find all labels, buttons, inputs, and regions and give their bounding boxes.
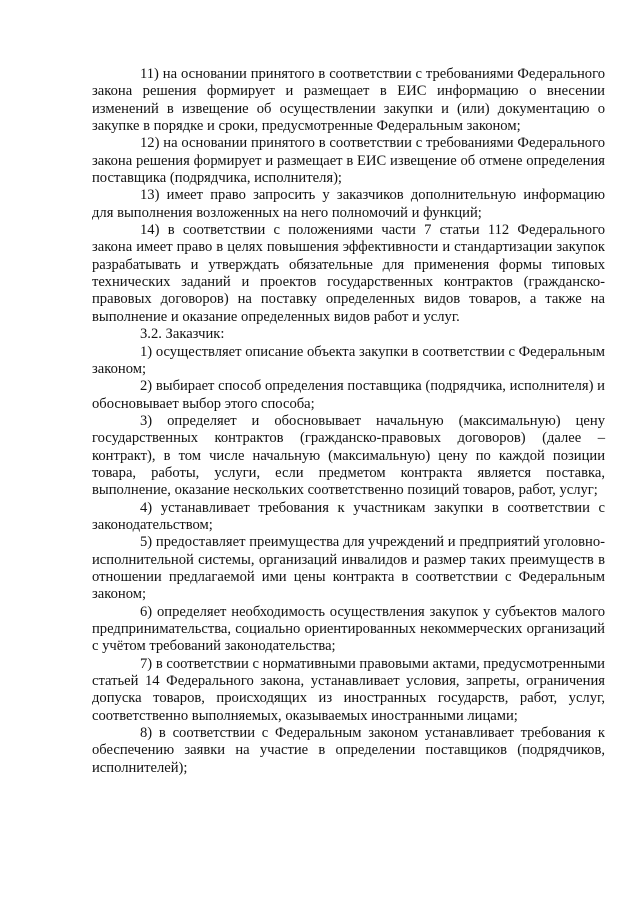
paragraph-customer-item-5: 5) предоставляет преимущества для учреждений и предприятий уголовно-исполнительной системы, организаций инвалидов и размер таких преимуществ в отношении предлагаемой ими цены контракта в соответствии с Федеральным законом;: [92, 534, 605, 603]
paragraph-item-13: 13) имеет право запросить у заказчиков дополнительную информацию для выполнения возложенных на него полномочий и функций;: [92, 187, 605, 221]
paragraph-item-11: 11) на основании принятого в соответствии с требованиями Федерального закона решения формирует и размещает в ЕИС информацию о внесении изменений в извещение об осуществлении закупки и (или) документацию о закупке в порядке и сроки, предусмотренные Федеральным законом;: [92, 66, 605, 135]
paragraph-item-12: 12) на основании принятого в соответствии с требованиями Федерального закона решения формирует и размещает в ЕИС извещение об отмене определения поставщика (подрядчика, исполнителя);: [92, 135, 605, 187]
paragraph-customer-item-6: 6) определяет необходимость осуществления закупок у субъектов малого предпринимательства, социально ориентированных некоммерческих организаций с учётом требований законодательства;: [92, 603, 605, 655]
paragraph-customer-item-4: 4) устанавливает требования к участникам закупки в соответствии с законодательством;: [92, 499, 605, 533]
document-page: [92, 66, 605, 777]
paragraph-customer-item-3: 3) определяет и обосновывает начальную (максимальную) цену государственных контрактов (гражданско-правовых договоров) (далее – контракт), в том числе начальную (максимальную) цену по каждой позиции товара, работы, услуги, если предметом контракта является поставка, выполнение, оказание нескольких соответственно позиций товаров, работ, услуг;: [92, 412, 605, 499]
paragraph-customer-item-8: 8) в соответствии с Федеральным законом устанавливает требования к обеспечению заявки на участие в определении поставщиков (подрядчиков, исполнителей);: [92, 725, 605, 776]
paragraph-customer-item-2: 2) выбирает способ определения поставщика (подрядчика, исполнителя) и обосновывает выбор этого способа;: [92, 378, 605, 412]
paragraph-customer-item-1: 1) осуществляет описание объекта закупки в соответствии с Федеральным законом;: [92, 343, 605, 377]
section-heading-3-2: 3.2. Заказчик:: [140, 326, 225, 343]
paragraph-item-14: 14) в соответствии с положениями части 7 статьи 112 Федерального закона имеет право в целях повышения эффективности и стандартизации закупок разрабатывать и утверждать обязательные для применения формы типовых технических заданий и проектов государственных контрактов (гражданско-правовых договоров) на поставку определенных видов товаров, а также на выполнение и оказание определенных видов работ и услуг.: [92, 222, 605, 325]
paragraph-customer-item-7: 7) в соответствии с нормативными правовыми актами, предусмотренными статьей 14 Федерального закона, устанавливает условия, запреты, ограничения допуска товаров, происходящих из иностранных государств, работ, услуг, соответственно выполняемых, оказываемых иностранными лицами;: [92, 655, 605, 724]
